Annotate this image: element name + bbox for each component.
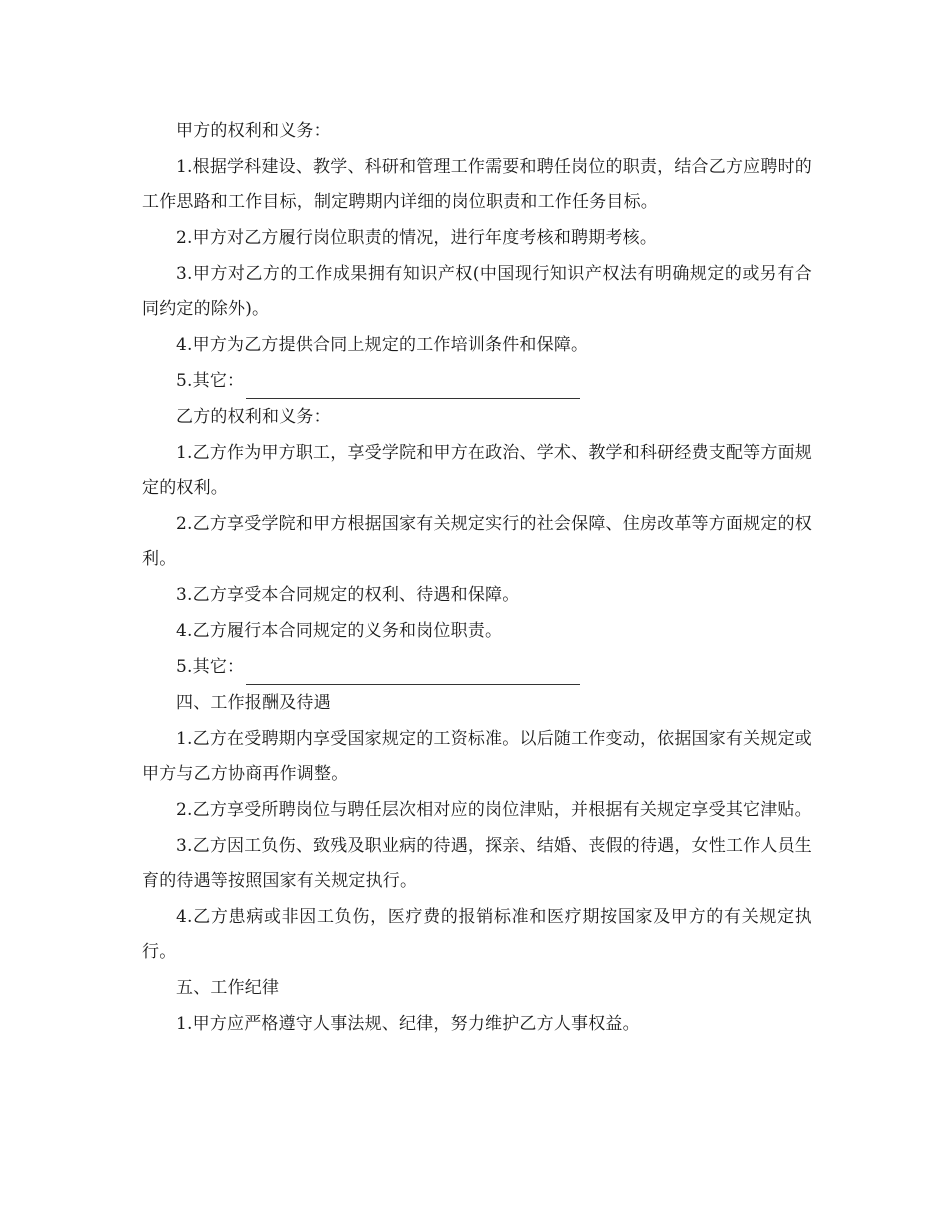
paragraph: 3.甲方对乙方的工作成果拥有知识产权(中国现行知识产权法有明确规定的或另有合同约定的除外)。 — [142, 264, 812, 319]
paragraph: 4.乙方履行本合同规定的义务和岗位职责。 — [176, 621, 503, 641]
paragraph-other-blank — [142, 364, 812, 399]
paragraph: 1.甲方应严格遵守人事法规、纪律，努力维护乙方人事权益。 — [176, 1014, 640, 1034]
section-heading-compensation: 四、工作报酬及待遇 — [176, 693, 331, 713]
paragraph: 3.乙方因工负伤、致残及职业病的待遇，探亲、结婚、丧假的待遇，女性工作人员生育的待遇等按照国家有关规定执行。 — [142, 836, 812, 891]
fill-in-blank-line — [246, 376, 580, 399]
fill-in-blank-line — [246, 662, 580, 685]
paragraph: 2.甲方对乙方履行岗位职责的情况，进行年度考核和聘期考核。 — [176, 228, 658, 248]
section-heading-party-a: 甲方的权利和义务： — [176, 121, 331, 141]
paragraph: 4.乙方患病或非因工负伤，医疗费的报销标准和医疗期按国家及甲方的有关规定执行。 — [142, 907, 812, 962]
paragraph-other-blank — [142, 650, 812, 685]
paragraph: 3.乙方享受本合同规定的权利、待遇和保障。 — [176, 585, 520, 605]
paragraph: 1.乙方在受聘期内享受国家规定的工资标准。以后随工作变动，依据国家有关规定或甲方与乙方协商再作调整。 — [142, 729, 812, 784]
other-label: 5.其它： — [176, 657, 245, 677]
document-body — [142, 114, 812, 1043]
paragraph: 2.乙方享受学院和甲方根据国家有关规定实行的社会保障、住房改革等方面规定的权利。 — [142, 514, 812, 569]
paragraph: 4.甲方为乙方提供合同上规定的工作培训条件和保障。 — [176, 335, 589, 355]
section-heading-party-b: 乙方的权利和义务： — [176, 407, 331, 427]
other-label: 5.其它： — [176, 371, 245, 391]
paragraph: 1.乙方作为甲方职工，享受学院和甲方在政治、学术、教学和科研经费支配等方面规定的权利。 — [142, 443, 812, 498]
paragraph: 1.根据学科建设、教学、科研和管理工作需要和聘任岗位的职责，结合乙方应聘时的工作思路和工作目标，制定聘期内详细的岗位职责和工作任务目标。 — [142, 157, 812, 212]
section-heading-discipline: 五、工作纪律 — [176, 978, 280, 998]
paragraph: 2.乙方享受所聘岗位与聘任层次相对应的岗位津贴，并根据有关规定享受其它津贴。 — [176, 800, 812, 820]
